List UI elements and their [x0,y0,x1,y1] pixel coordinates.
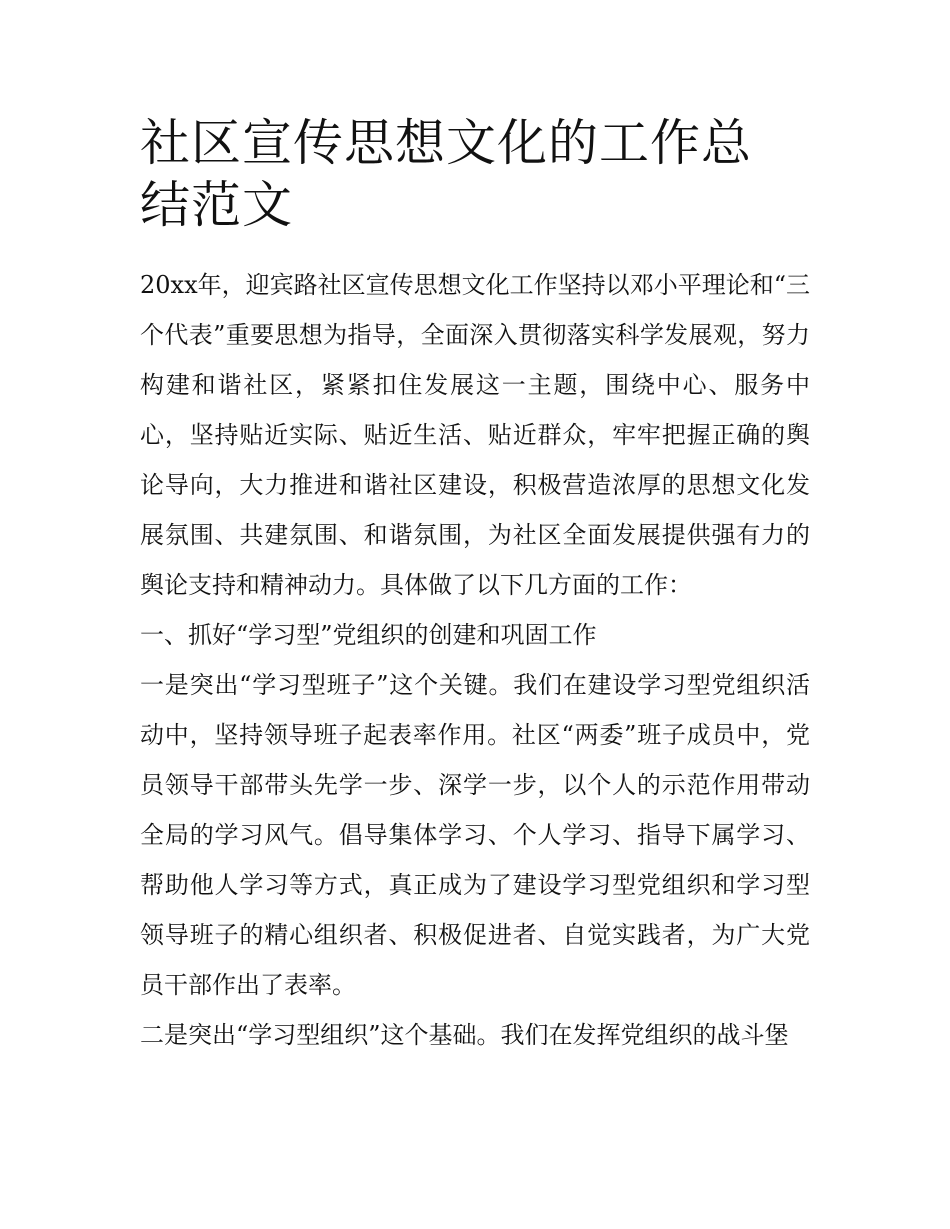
document-title: 社区宣传思想文化的工作总结范文 [140,114,752,234]
section-heading-1: 一、抓好“学习型”党组织的创建和巩固工作 [140,621,597,649]
document-body [140,112,820,1060]
paragraph-intro: 20xx年，迎宾路社区宣传思想文化工作坚持以邓小平理论和“三个代表”重要思想为指导，全面深入贯彻落实科学发展观，努力构建和谐社区，紧紧扣住发展这一主题，围绕中心、服务中心，坚持贴近实际、贴近生活、贴近群众，牢牢把握正确的舆论导向，大力推进和谐社区建设，积极营造浓厚的思想文化发展氛围、共建氛围、和谐氛围，为社区全面发展提供强有力的舆论支持和精神动力。具体做了以下几方面的工作： [140,271,810,599]
paragraph-study-organization: 二是突出“学习型组织”这个基础。我们在发挥党组织的战斗堡 [140,1021,789,1049]
paragraph-study-team: 一是突出“学习型班子”这个关键。我们在建设学习型党组织活动中，坚持领导班子起表率作用。社区“两委”班子成员中，党员领导干部带头先学一步、深学一步，以个人的示范作用带动全局的学习风气。倡导集体学习、个人学习、指导下属学习、帮助他人学习等方式，真正成为了建设学习型党组织和学习型领导班子的精心组织者、积极促进者、自觉实践者，为广大党员干部作出了表率。 [140,671,810,999]
